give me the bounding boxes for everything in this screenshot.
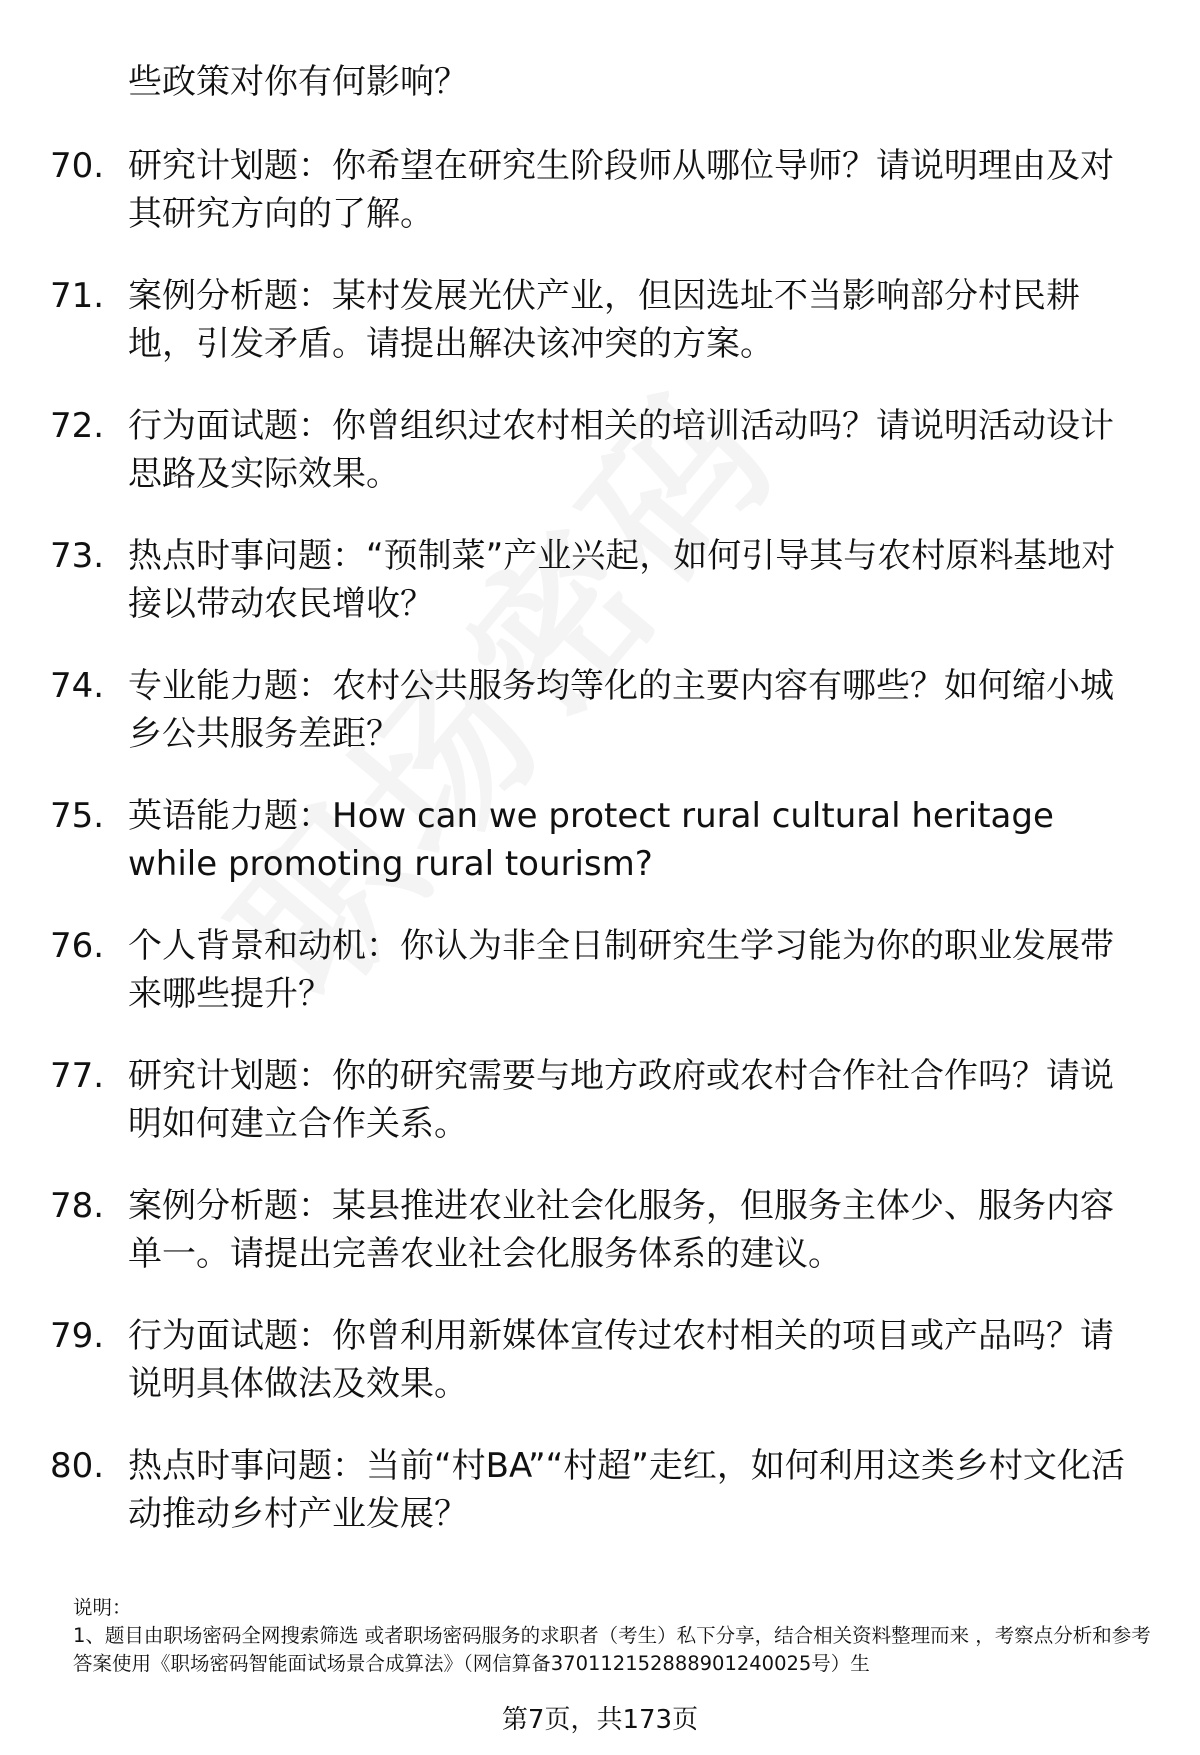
question-number: 74. — [50, 666, 105, 706]
question-item-70 — [50, 142, 1150, 238]
question-text: 英语能力题：How can we protect rural cultural heritage while promoting rural tourism? — [128, 796, 1054, 884]
question-item-79 — [50, 1312, 1150, 1408]
question-text: 热点时事问题：当前“村BA”“村超”走红，如何利用这类乡村文化活动推动乡村产业发展？ — [128, 1446, 1125, 1534]
question-text: 研究计划题：你的研究需要与地方政府或农村合作社合作吗？请说明如何建立合作关系。 — [128, 1056, 1114, 1144]
question-number: 71. — [50, 276, 105, 316]
question-item-78 — [50, 1182, 1150, 1278]
question-number: 78. — [50, 1186, 105, 1226]
question-item-75 — [50, 792, 1150, 888]
note-body: 1、题目由职场密码全网搜索筛选 或者职场密码服务的求职者（考生）私下分享，结合相关资料整理而来 ，考察点分析和参考答案使用《职场密码智能面试场景合成算法》（网信算备370112152888901240025号）生 — [73, 1624, 1151, 1675]
question-text: 个人背景和动机：你认为非全日制研究生学习能为你的职业发展带来哪些提升？ — [128, 926, 1114, 1014]
question-text: 热点时事问题：“预制菜”产业兴起，如何引导其与农村原料基地对接以带动农民增收？ — [128, 536, 1116, 624]
question-list — [50, 142, 1150, 1572]
question-item-73 — [50, 532, 1150, 628]
question-number: 76. — [50, 926, 105, 966]
question-item-74 — [50, 662, 1150, 758]
question-text: 案例分析题：某村发展光伏产业，但因选址不当影响部分村民耕地，引发矛盾。请提出解决该冲突的方案。 — [128, 276, 1080, 364]
question-number: 72. — [50, 406, 105, 446]
explanation-note — [73, 1594, 1153, 1678]
question-number: 77. — [50, 1056, 105, 1096]
question-text: 行为面试题：你曾组织过农村相关的培训活动吗？请说明活动设计思路及实际效果。 — [128, 406, 1114, 494]
previous-question-continuation: 些政策对你有何影响？ — [128, 62, 468, 102]
question-number: 79. — [50, 1316, 105, 1356]
question-item-80 — [50, 1442, 1150, 1538]
question-item-71 — [50, 272, 1150, 368]
note-title: 说明： — [73, 1596, 132, 1619]
question-number: 80. — [50, 1446, 105, 1486]
question-item-76 — [50, 922, 1150, 1018]
question-text: 案例分析题：某县推进农业社会化服务，但服务主体少、服务内容单一。请提出完善农业社会化服务体系的建议。 — [128, 1186, 1114, 1274]
page-number: 第7页，共173页 — [501, 1705, 699, 1735]
question-item-72 — [50, 402, 1150, 498]
question-item-77 — [50, 1052, 1150, 1148]
question-number: 75. — [50, 796, 105, 836]
question-text: 专业能力题：农村公共服务均等化的主要内容有哪些？如何缩小城乡公共服务差距？ — [128, 666, 1114, 754]
question-number: 70. — [50, 146, 105, 186]
question-text: 研究计划题：你希望在研究生阶段师从哪位导师？请说明理由及对其研究方向的了解。 — [128, 146, 1114, 234]
question-text: 行为面试题：你曾利用新媒体宣传过农村相关的项目或产品吗？请说明具体做法及效果。 — [128, 1316, 1114, 1404]
question-number: 73. — [50, 536, 105, 576]
